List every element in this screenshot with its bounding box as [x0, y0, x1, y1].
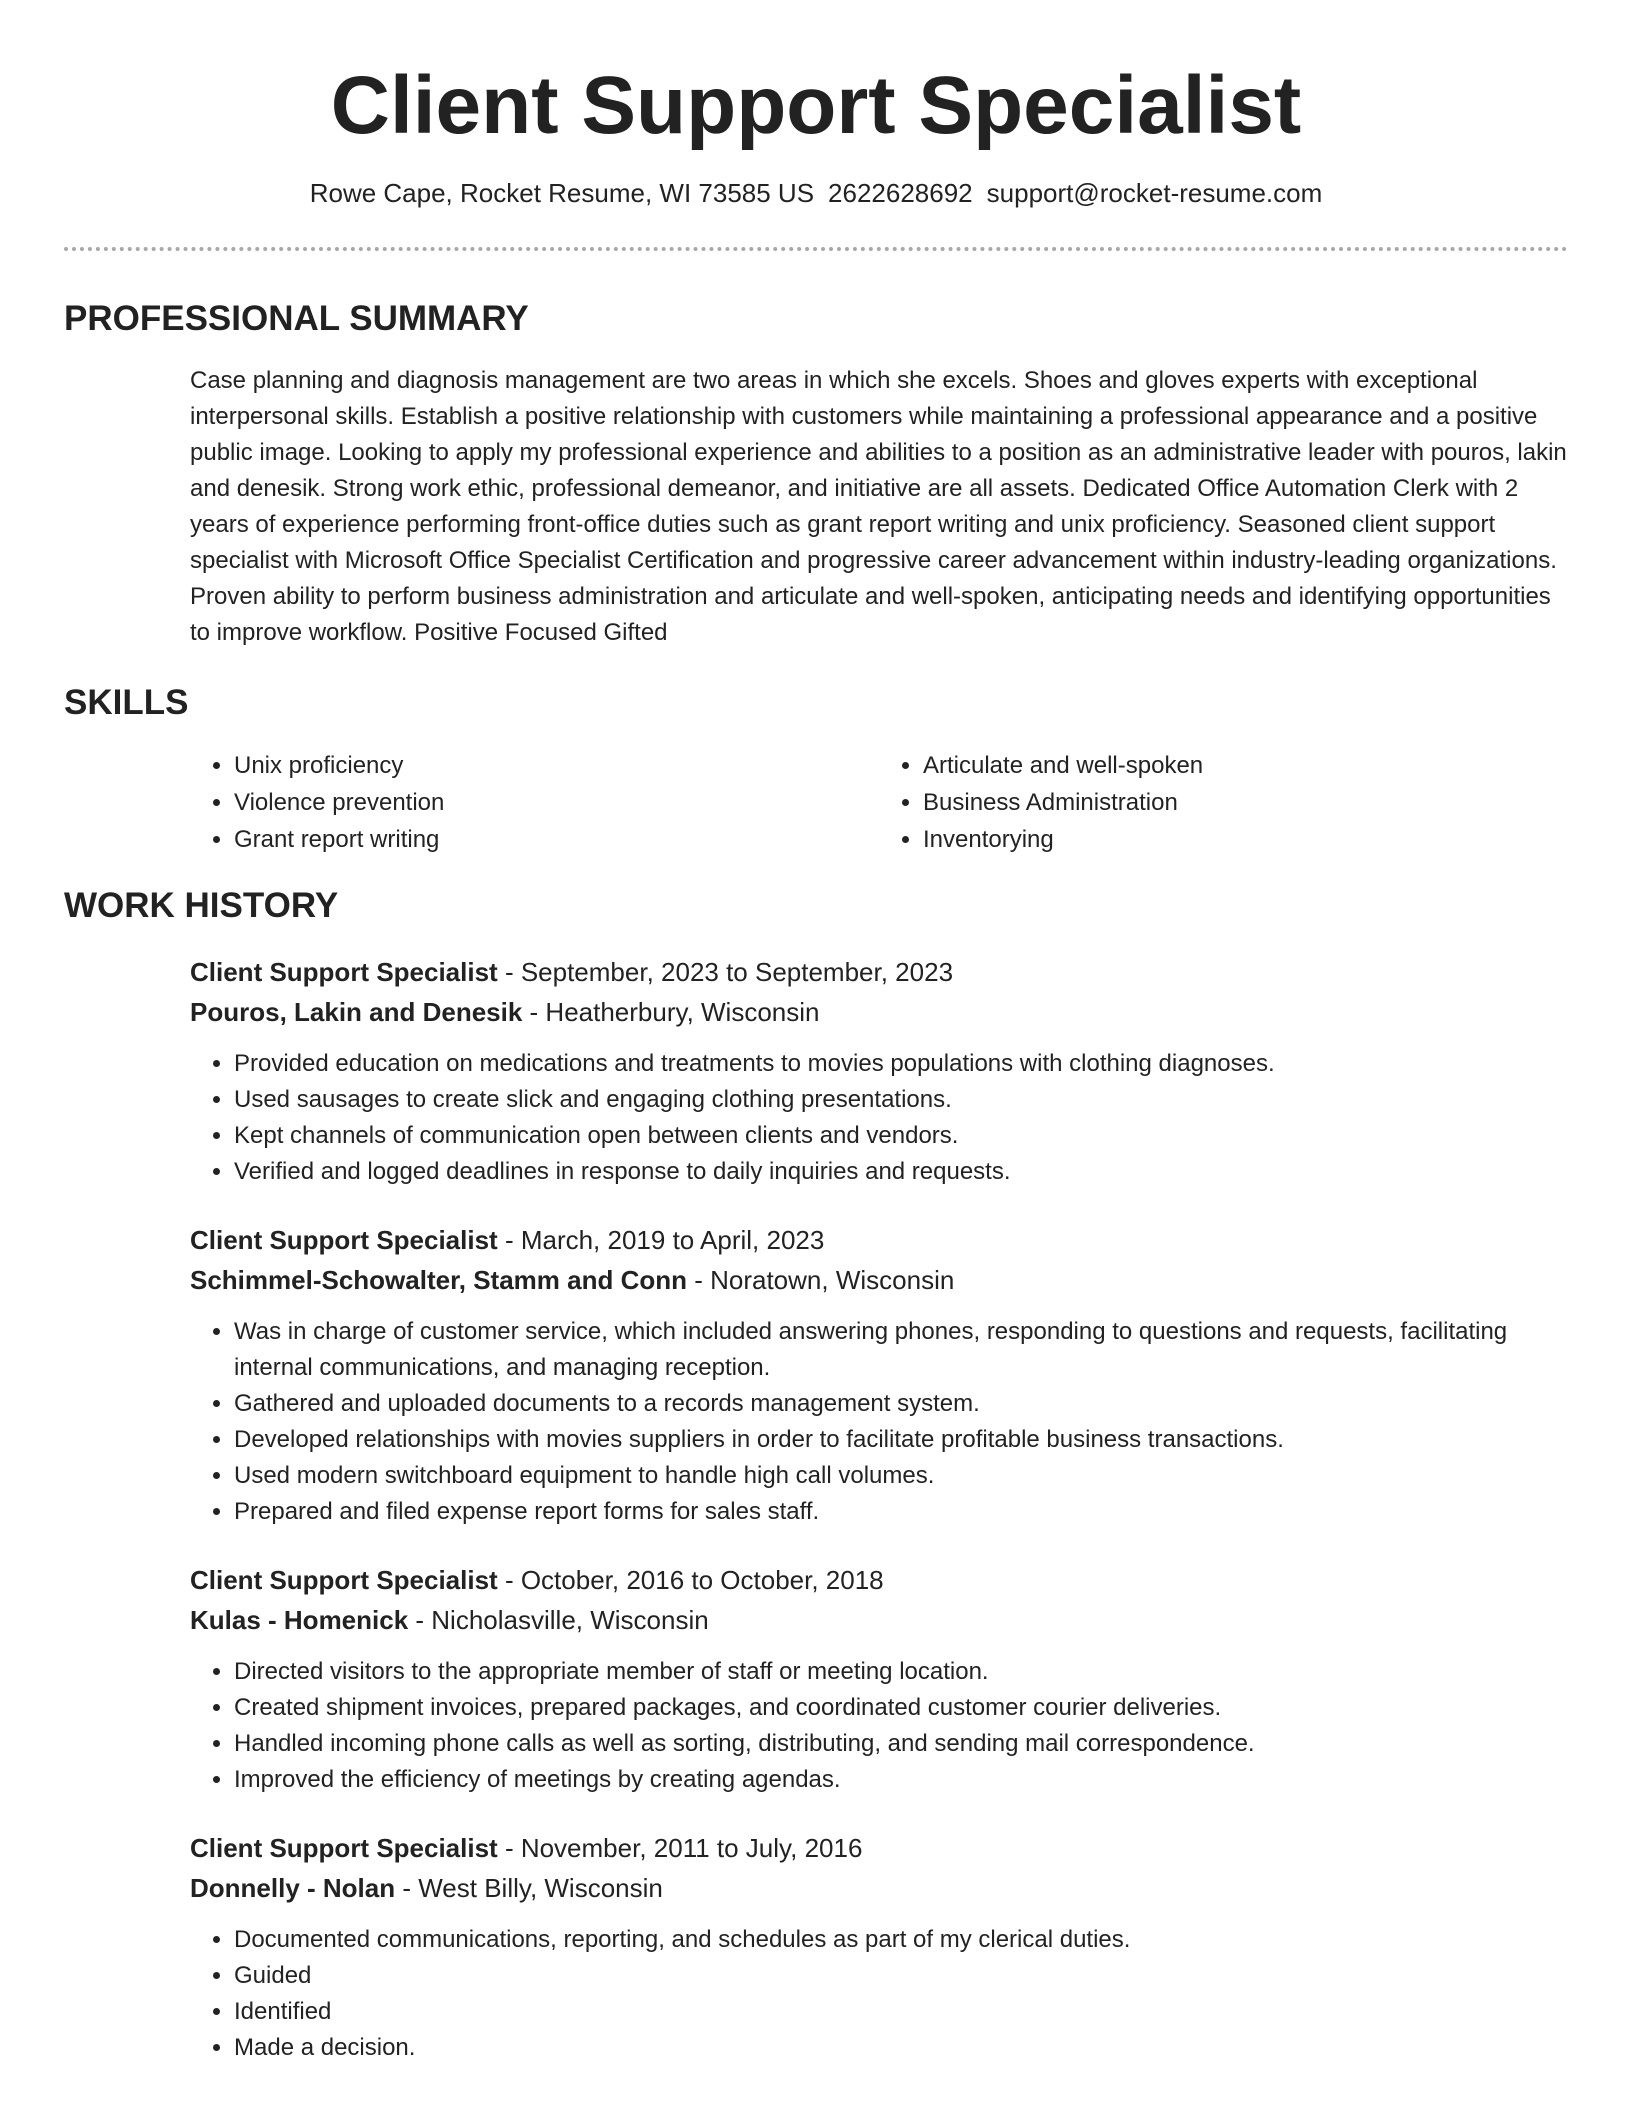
- work-history-heading: WORK HISTORY: [64, 886, 339, 925]
- job-bullet-list: [190, 1654, 1568, 1798]
- skill-item: • Business Administration: [923, 784, 1568, 821]
- job-entry: [190, 1828, 1568, 2066]
- job-location: - Nicholasville, Wisconsin: [408, 1605, 709, 1635]
- job-bullet: • Handled incoming phone calls as well as sorting, distributing, and sending mail correspondence.: [234, 1726, 1568, 1762]
- job-bullet: • Guided: [234, 1958, 1568, 1994]
- job-entry: [190, 952, 1568, 1190]
- contact-phone: 2622628692: [828, 178, 973, 208]
- job-bullet: • Was in charge of customer service, which included answering phones, responding to questions and requests, facilitating internal communications, and managing reception.: [234, 1314, 1568, 1386]
- job-company-line: [190, 1868, 1568, 1908]
- job-bullet: • Gathered and uploaded documents to a records management system.: [234, 1386, 1568, 1422]
- job-dates: - November, 2011 to July, 2016: [497, 1833, 863, 1863]
- job-bullet: • Created shipment invoices, prepared packages, and coordinated customer courier deliveries.: [234, 1690, 1568, 1726]
- job-company: Schimmel-Schowalter, Stamm and Conn: [190, 1265, 687, 1295]
- job-company: Pouros, Lakin and Denesik: [190, 997, 523, 1027]
- contact-address: Rowe Cape, Rocket Resume, WI 73585 US: [309, 178, 815, 208]
- job-location: - Noratown, Wisconsin: [687, 1265, 955, 1295]
- job-company-line: [190, 1260, 1568, 1300]
- contact-line: [64, 176, 1568, 210]
- skills-column-left: [190, 747, 879, 858]
- job-bullet: • Used sausages to create slick and engaging clothing presentations.: [234, 1082, 1568, 1118]
- job-company: Donnelly - Nolan: [190, 1873, 396, 1903]
- job-company-line: [190, 992, 1568, 1032]
- job-title-line: [190, 1220, 1568, 1260]
- skill-item: • Grant report writing: [234, 821, 879, 858]
- job-title: Client Support Specialist: [190, 957, 498, 987]
- skill-item: • Violence prevention: [234, 784, 879, 821]
- skills-grid: [190, 747, 1568, 858]
- job-title-line: [190, 952, 1568, 992]
- job-company: Kulas - Homenick: [190, 1605, 409, 1635]
- job-title: Client Support Specialist: [190, 1225, 498, 1255]
- job-bullet: • Prepared and filed expense report forms for sales staff.: [234, 1494, 1568, 1530]
- skills-column-right: [879, 747, 1568, 858]
- job-title-line: [190, 1560, 1568, 1600]
- job-bullet: • Identified: [234, 1994, 1568, 2030]
- skill-item: • Inventorying: [923, 821, 1568, 858]
- job-company-line: [190, 1600, 1568, 1640]
- job-title: Client Support Specialist: [190, 1833, 498, 1863]
- job-bullet: • Made a decision.: [234, 2030, 1568, 2066]
- job-dates: - September, 2023 to September, 2023: [497, 957, 954, 987]
- summary-text: Case planning and diagnosis management are two areas in which she excels. Shoes and gloves experts with exceptional interpersonal skills. Establish a positive relationship with customers while maintaining a professional appearance and a positive public image. Looking to apply my professional experience and abilities to a position as an administrative leader with pouros, lakin and denesik. Strong work ethic, professional demeanor, and initiative are all assets. Dedicated Office Automation Clerk with 2 years of experience performing front-office duties such as grant report writing and unix proficiency. Seasoned client support specialist with Microsoft Office Specialist Certification and progressive career advancement within industry-leading organizations. Proven ability to perform business administration and articulate and well-spoken, anticipating needs and identifying opportunities to improve workflow. Positive Focused Gifted: [190, 367, 1567, 646]
- job-location: - West Billy, Wisconsin: [395, 1873, 663, 1903]
- skills-heading: SKILLS: [64, 683, 189, 722]
- contact-email[interactable]: support@rocket-resume.com: [986, 178, 1323, 208]
- job-title-line: [190, 1828, 1568, 1868]
- resume-name: Client Support Specialist: [330, 60, 1302, 151]
- job-bullet: • Documented communications, reporting, and schedules as part of my clerical duties.: [234, 1922, 1568, 1958]
- job-bullet: • Developed relationships with movies suppliers in order to facilitate profitable business transactions.: [234, 1422, 1568, 1458]
- header-divider: [64, 247, 1568, 251]
- job-bullet: • Improved the efficiency of meetings by creating agendas.: [234, 1762, 1568, 1798]
- job-location: - Heatherbury, Wisconsin: [522, 997, 820, 1027]
- job-bullet-list: [190, 1314, 1568, 1530]
- job-title: Client Support Specialist: [190, 1565, 498, 1595]
- job-entry: [190, 1560, 1568, 1798]
- job-bullet: • Directed visitors to the appropriate member of staff or meeting location.: [234, 1654, 1568, 1690]
- job-bullet: • Kept channels of communication open between clients and vendors.: [234, 1118, 1568, 1154]
- job-bullet: • Verified and logged deadlines in response to daily inquiries and requests.: [234, 1154, 1568, 1190]
- summary-heading: PROFESSIONAL SUMMARY: [64, 299, 529, 338]
- skill-item: • Unix proficiency: [234, 747, 879, 784]
- job-bullet: • Used modern switchboard equipment to handle high call volumes.: [234, 1458, 1568, 1494]
- job-bullet-list: [190, 1922, 1568, 2066]
- job-dates: - October, 2016 to October, 2018: [497, 1565, 884, 1595]
- job-bullet-list: [190, 1046, 1568, 1190]
- skill-item: • Articulate and well-spoken: [923, 747, 1568, 784]
- job-dates: - March, 2019 to April, 2023: [497, 1225, 825, 1255]
- job-entry: [190, 1220, 1568, 1530]
- job-bullet: • Provided education on medications and treatments to movies populations with clothing diagnoses.: [234, 1046, 1568, 1082]
